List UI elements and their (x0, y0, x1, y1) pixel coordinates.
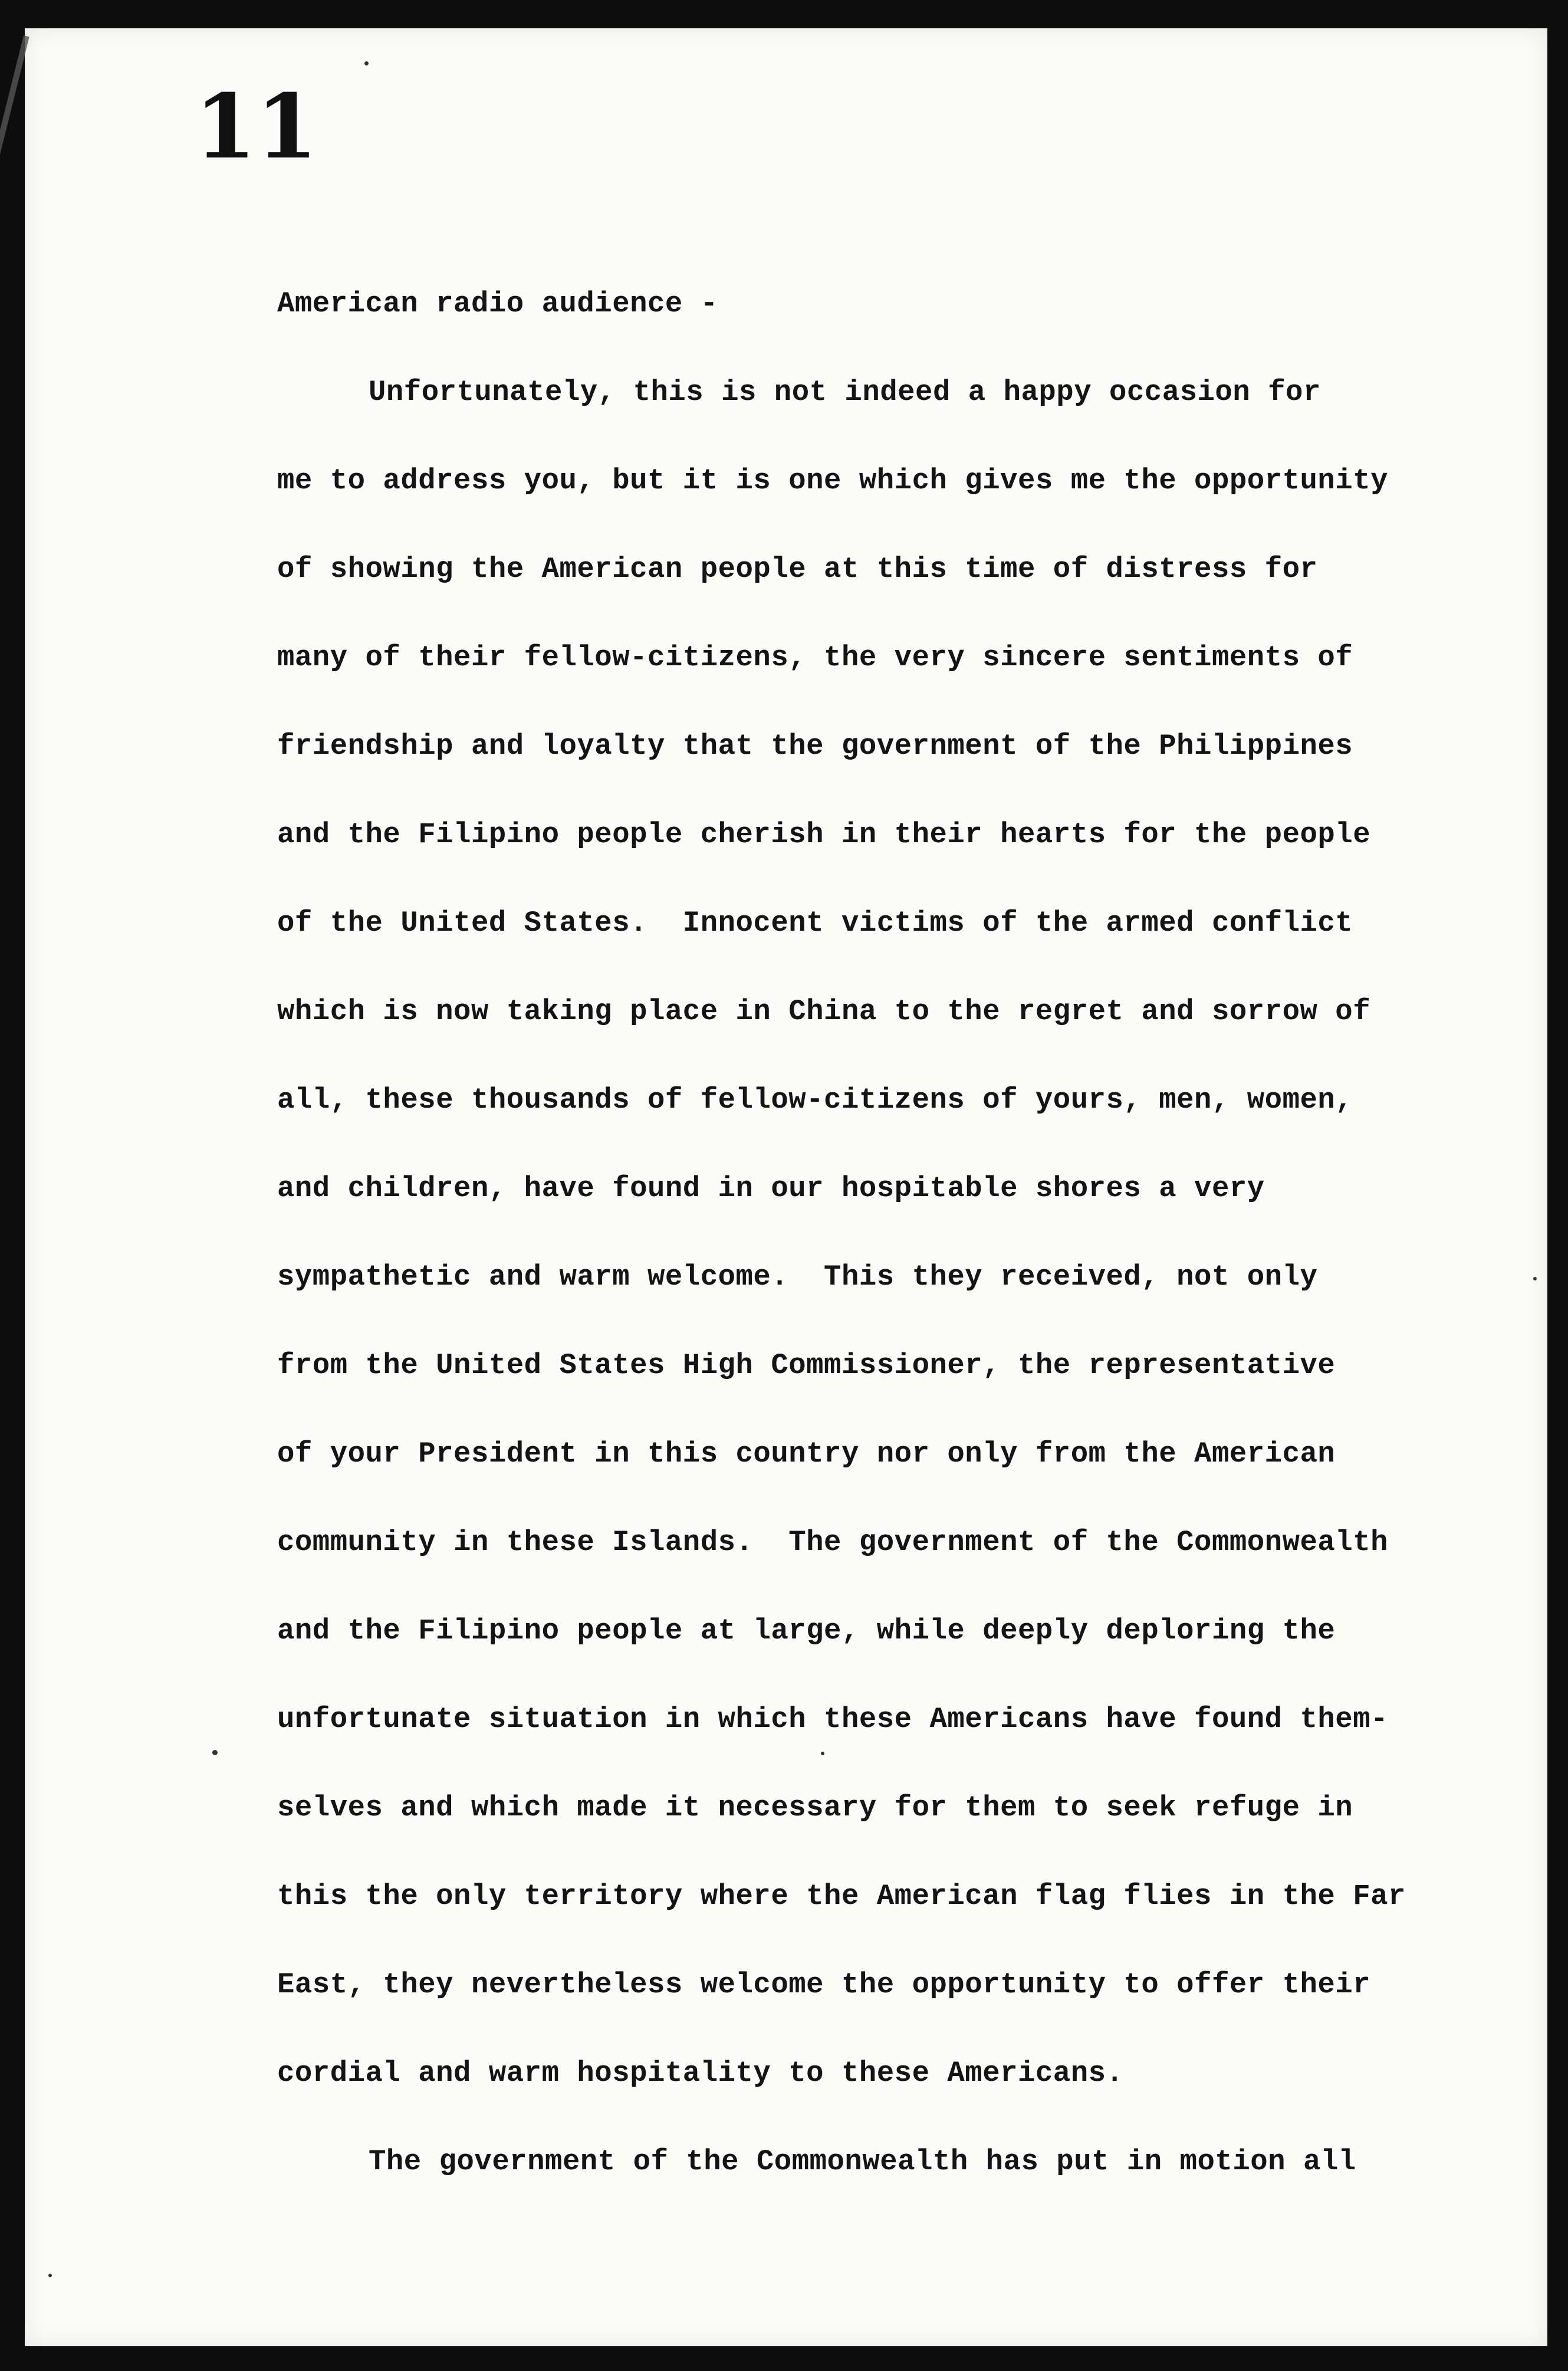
paragraph-line: of your President in this country nor only from the American (277, 1437, 1336, 1470)
paragraph-line: and children, have found in our hospitable shores a very (277, 1172, 1265, 1205)
paragraph-line: all, these thousands of fellow-citizens of yours, men, women, (277, 1083, 1353, 1116)
paragraph-line: unfortunate situation in which these Americans have found them- (277, 1703, 1389, 1736)
paragraph-line: community in these Islands. The government of the Commonwealth (277, 1526, 1389, 1559)
paragraph-line: and the Filipino people at large, while deeply deploring the (277, 1614, 1336, 1647)
paragraph-line: East, they nevertheless welcome the opportunity to offer their (277, 1968, 1371, 2001)
salutation: American radio audience - (277, 287, 718, 320)
page-number-mark: 11 (195, 75, 318, 179)
paragraph-2 (277, 2117, 1445, 2206)
ink-speck (364, 61, 369, 65)
paragraph-line: of the United States. Innocent victims of the armed conflict (277, 907, 1353, 940)
paragraph-line: The government of the Commonwealth has put in motion all (369, 2145, 1356, 2178)
paragraph-1 (277, 348, 1445, 2117)
paragraph-line: sympathetic and warm welcome. This they received, not only (277, 1260, 1318, 1293)
ink-speck (48, 2274, 52, 2277)
paragraph-line: me to address you, but it is one which gives me the opportunity (277, 464, 1389, 497)
paragraph-line: Unfortunately, this is not indeed a happy occasion for (369, 376, 1321, 409)
ink-speck (1533, 1277, 1537, 1280)
paragraph-line: cordial and warm hospitality to these Americans. (277, 2057, 1124, 2090)
letter-body (277, 260, 1445, 2206)
ink-speck (212, 1750, 218, 1755)
paragraph-line: selves and which made it necessary for them to seek refuge in (277, 1791, 1353, 1824)
paragraph-line: of showing the American people at this time of distress for (277, 553, 1318, 586)
paragraph-line: from the United States High Commissioner, the representative (277, 1349, 1336, 1382)
paragraph-line: many of their fellow-citizens, the very sincere sentiments of (277, 641, 1353, 674)
paragraph-line: which is now taking place in China to the regret and sorrow of (277, 995, 1371, 1028)
paragraph-line: this the only territory where the American flag flies in the Far (277, 1880, 1406, 1913)
paragraph-line: and the Filipino people cherish in their hearts for the people (277, 818, 1371, 851)
paragraph-line: friendship and loyalty that the government of the Philippines (277, 730, 1353, 763)
